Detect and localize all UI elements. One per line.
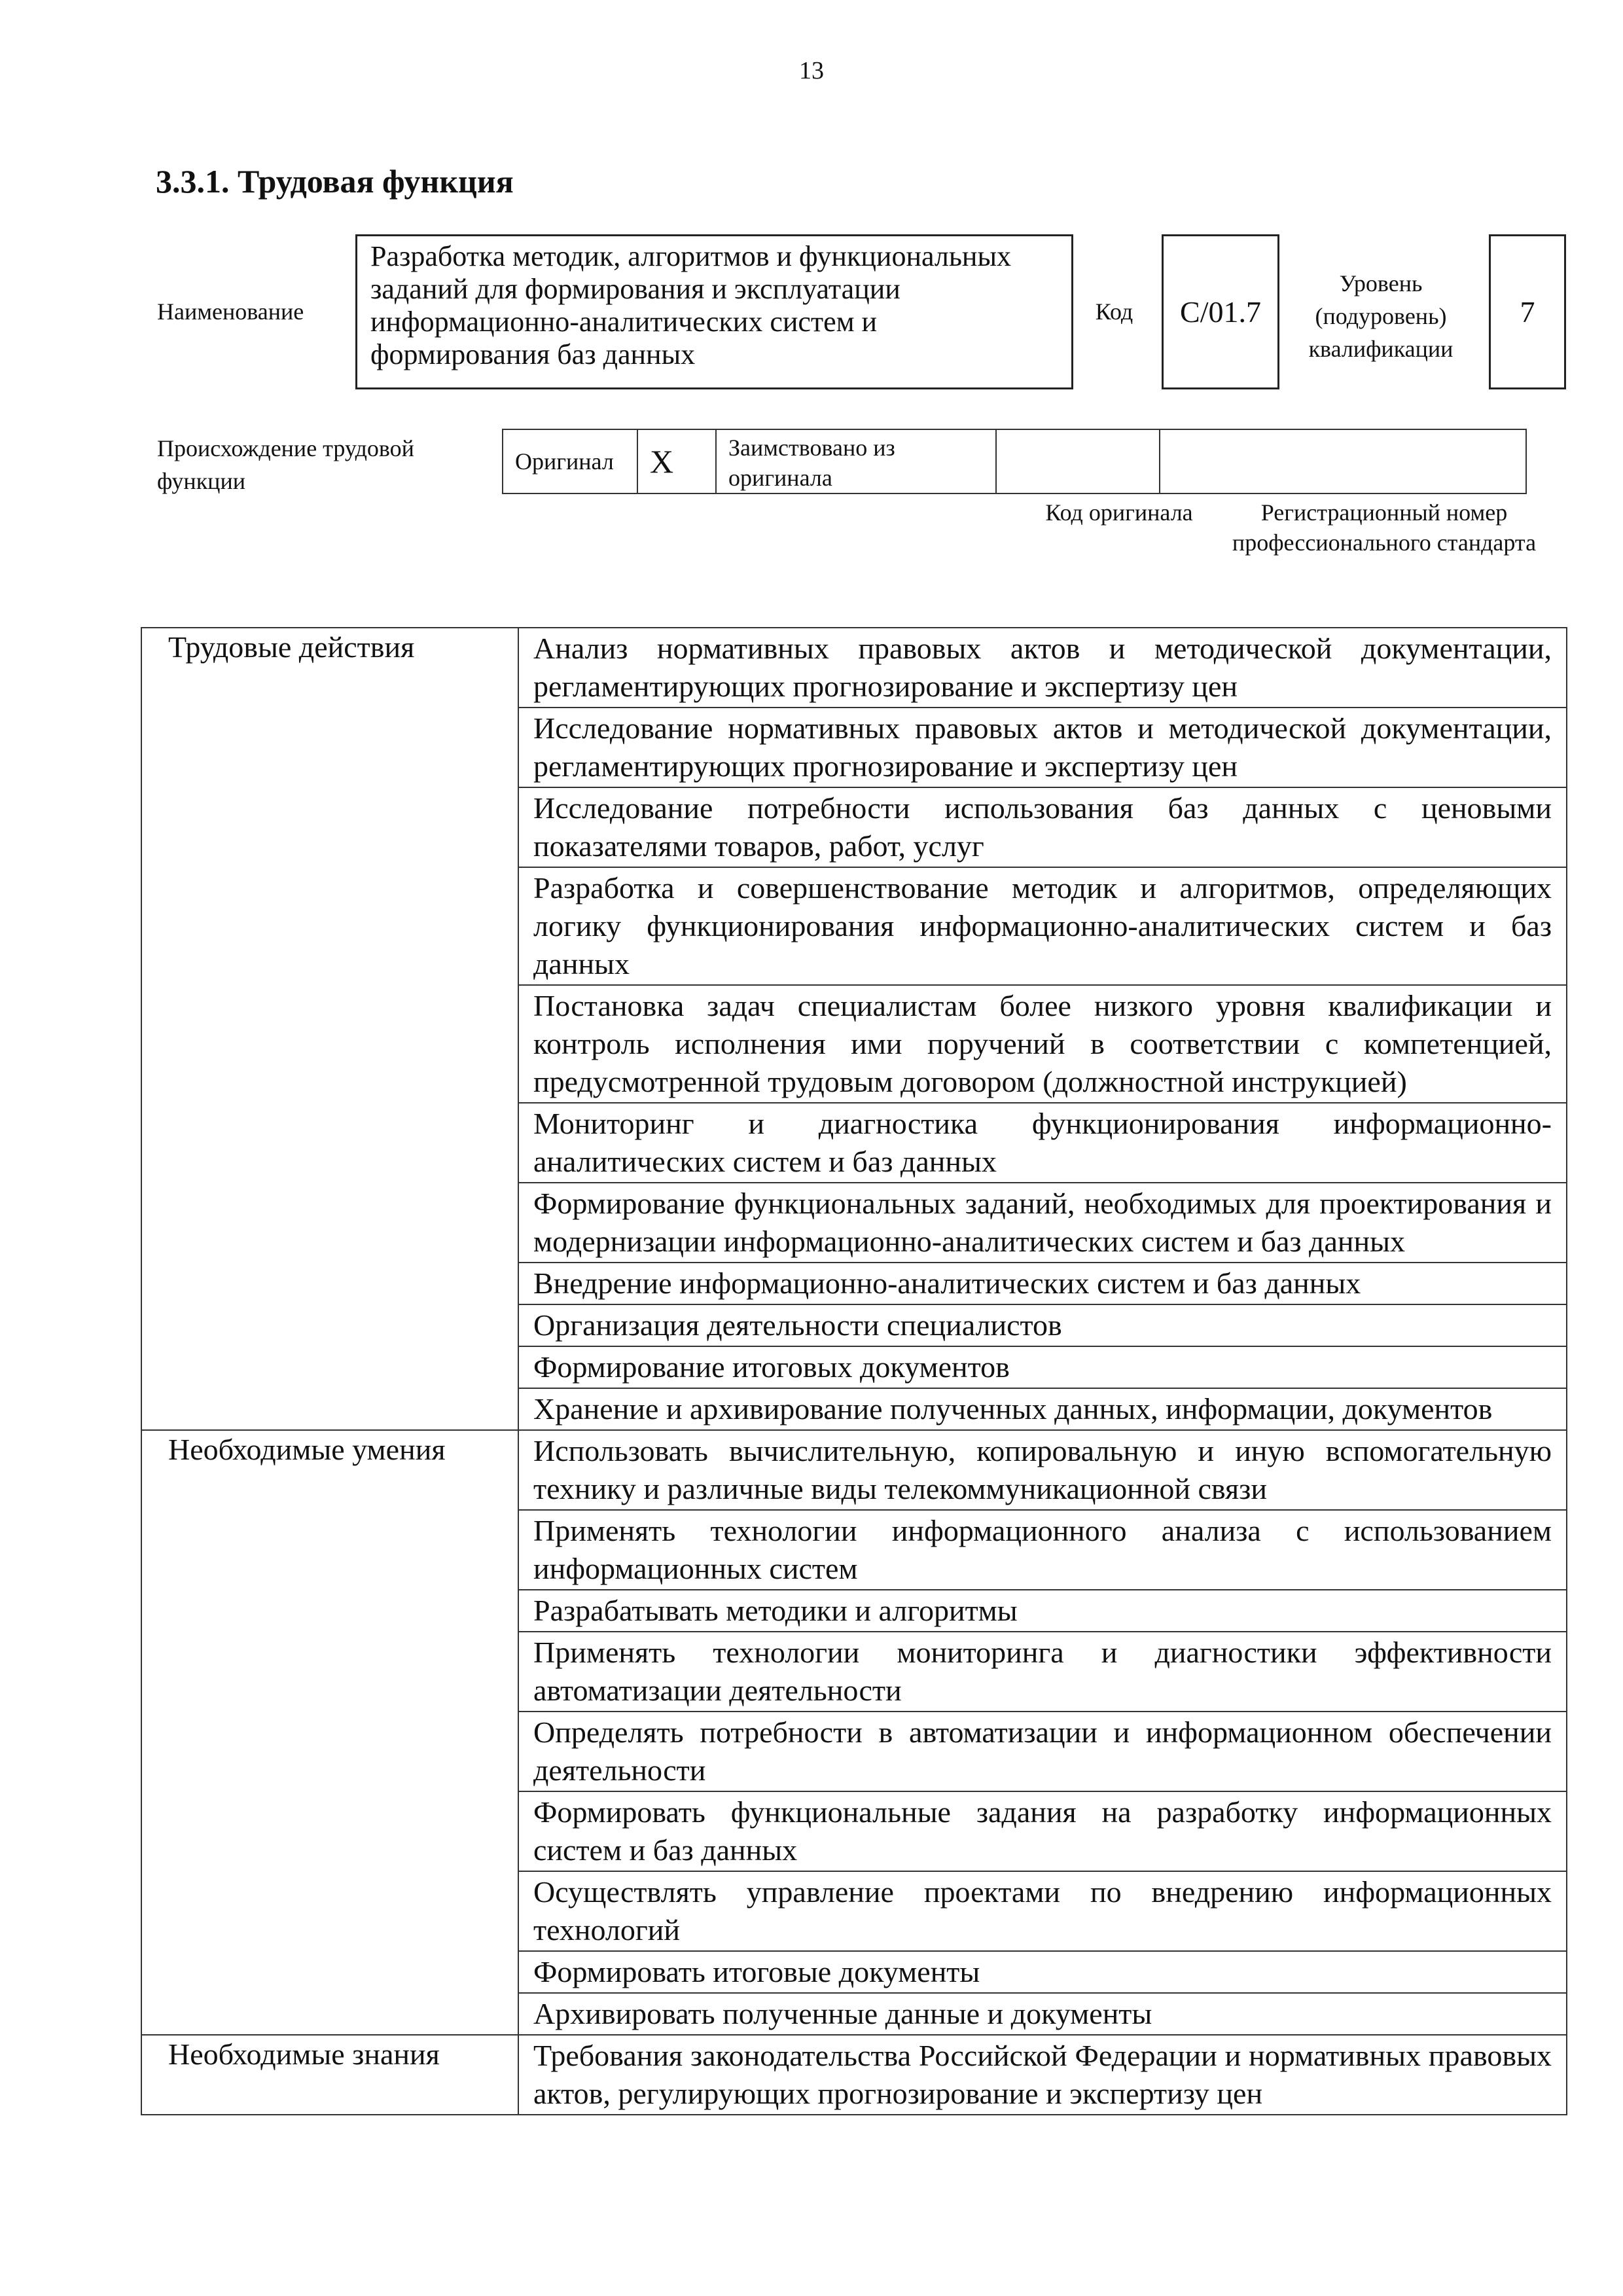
level-value-box: 7 xyxy=(1489,234,1566,389)
section-item: Организация деятельности специалистов xyxy=(518,1304,1567,1346)
original-label-cell: Оригинал xyxy=(503,429,637,493)
section-category: Необходимые знания xyxy=(141,2035,518,2115)
section-category: Трудовые действия xyxy=(141,628,518,1430)
section-item: Использовать вычислительную, копировальную и иную вспомогательную технику и различные виды телекоммуникационной связи xyxy=(518,1430,1567,1510)
section-item: Осуществлять управление проектами по внедрению информационных технологий xyxy=(518,1871,1567,1951)
level-label: Уровень (подуровень) квалификации xyxy=(1308,270,1454,362)
section-item: Формировать итоговые документы xyxy=(518,1951,1567,1993)
section-item: Исследование потребности использования баз данных с ценовыми показателями товаров, работ, услуг xyxy=(518,787,1567,867)
section-item: Разработка и совершенствование методик и алгоритмов, определяющих логику функционирования информационно-аналитических систем и баз данных xyxy=(518,867,1567,985)
original-mark-cell: X xyxy=(637,429,716,493)
borrowed-label-cell: Заимствовано из оригинала xyxy=(716,429,996,493)
section-item: Формировать функциональные задания на разработку информационных систем и баз данных xyxy=(518,1791,1567,1871)
section-category: Необходимые умения xyxy=(141,1430,518,2035)
registration-number-cell xyxy=(1160,429,1526,493)
table-row xyxy=(141,2035,1567,2115)
section-title: 3.3.1. Трудовая функция xyxy=(156,163,514,200)
section-item: Разрабатывать методики и алгоритмы xyxy=(518,1590,1567,1632)
section-item: Формирование итоговых документов xyxy=(518,1346,1567,1388)
function-details-table xyxy=(141,627,1567,2115)
code-label: Код xyxy=(1095,298,1133,325)
original-code-cell xyxy=(996,429,1160,493)
origin-label: Происхождение трудовой функции xyxy=(157,435,414,494)
section-item: Применять технологии информационного анализа с использованием информационных систем xyxy=(518,1510,1567,1590)
section-item: Хранение и архивирование полученных данных, информации, документов xyxy=(518,1388,1567,1430)
function-name-box: Разработка методик, алгоритмов и функциональных заданий для формирования и эксплуатации информационно-аналитических систем и формирования баз данных xyxy=(355,234,1073,389)
page-number: 13 xyxy=(799,57,824,84)
table-row xyxy=(141,628,1567,708)
section-item: Архивировать полученные данные и документы xyxy=(518,1993,1567,2035)
section-item: Применять технологии мониторинга и диагностики эффективности автоматизации деятельности xyxy=(518,1632,1567,1712)
section-item: Анализ нормативных правовых актов и методической документации, регламентирующих прогнозирование и экспертизу цен xyxy=(518,628,1567,708)
name-label: Наименование xyxy=(157,298,304,325)
original-code-caption: Код оригинала xyxy=(1045,499,1193,526)
origin-table xyxy=(502,429,1527,494)
section-item: Исследование нормативных правовых актов и методической документации, регламентирующих прогнозирование и экспертизу цен xyxy=(518,708,1567,787)
section-item: Мониторинг и диагностика функционирования информационно-аналитических систем и баз данных xyxy=(518,1103,1567,1183)
registration-number-caption: Регистрационный номер профессионального стандарта xyxy=(1232,499,1537,556)
table-row xyxy=(141,1430,1567,1510)
function-details-body xyxy=(141,628,1567,2115)
section-item: Постановка задач специалистам более низкого уровня квалификации и контроль исполнения ими поручений в соответствии с компетенцией, предусмотренной трудовым договором (должностной инструкцией) xyxy=(518,985,1567,1103)
section-item: Требования законодательства Российской Федерации и нормативных правовых актов, регулирующих прогнозирование и экспертизу цен xyxy=(518,2035,1567,2115)
section-item: Внедрение информационно-аналитических систем и баз данных xyxy=(518,1263,1567,1304)
section-item: Определять потребности в автоматизации и информационном обеспечении деятельности xyxy=(518,1712,1567,1791)
section-item: Формирование функциональных заданий, необходимых для проектирования и модернизации информационно-аналитических систем и баз данных xyxy=(518,1183,1567,1263)
function-code-box: C/01.7 xyxy=(1162,234,1279,389)
